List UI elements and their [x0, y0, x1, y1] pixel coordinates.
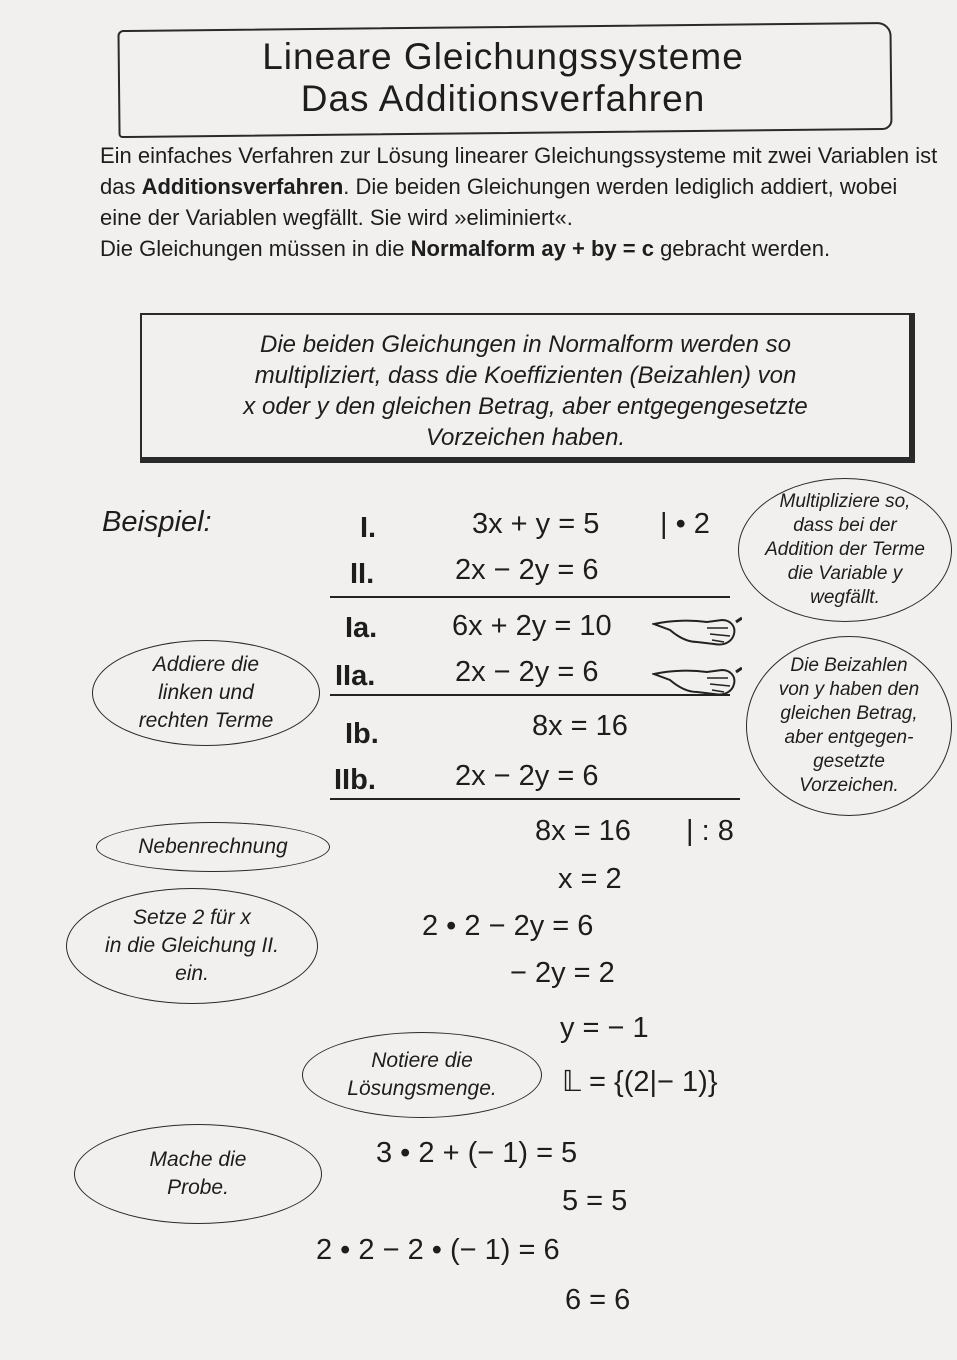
row-op-I: | • 2	[660, 508, 710, 540]
intro-paragraph-2: Die Gleichungen müssen in die Normalform ay + by = c gebracht werden.	[100, 236, 831, 261]
row-eq-II: 2x − 2y = 6	[455, 554, 599, 586]
step-minus2y: − 2y = 2	[510, 957, 615, 989]
intro-text	[100, 140, 940, 264]
check-1: 3 • 2 + (− 1) = 5	[376, 1137, 578, 1169]
row-label-IIb: IIb.	[334, 764, 376, 796]
step-x: x = 2	[558, 863, 622, 895]
pointing-hand-icon	[652, 612, 742, 652]
bubble-multiply: Multipliziere so, dass bei der Addition der Terme die Variable y wegfällt.	[738, 478, 952, 622]
sum-line-3	[330, 798, 740, 800]
row-label-Ib: Ib.	[345, 718, 379, 750]
example-heading: Beispiel:	[102, 506, 212, 538]
check-1-result: 5 = 5	[562, 1185, 628, 1217]
check-2-result: 6 = 6	[565, 1284, 631, 1316]
step-substitute: 2 • 2 − 2y = 6	[422, 910, 594, 942]
rule-box: Die beiden Gleichungen in Normalform werden so multipliziert, dass die Koeffizienten (Beizahlen) von x oder y den gleichen Betrag, aber entgegengesetzte Vorzeichen haben.	[140, 313, 915, 463]
row-label-I: I.	[360, 512, 377, 544]
row-label-IIa: IIa.	[335, 660, 376, 692]
step-y: y = − 1	[560, 1012, 649, 1044]
check-2: 2 • 2 − 2 • (− 1) = 6	[316, 1234, 560, 1266]
title-line-1: Lineare Gleichungssysteme	[262, 36, 744, 77]
step-8x-op: | : 8	[686, 815, 734, 847]
row-eq-IIb: 2x − 2y = 6	[455, 760, 599, 792]
bubble-check: Mache die Probe.	[74, 1124, 322, 1224]
row-label-II: II.	[350, 558, 375, 590]
step-8x: 8x = 16	[535, 815, 631, 847]
bubble-solution-set: Notiere die Lösungsmenge.	[302, 1032, 542, 1118]
row-eq-IIa: 2x − 2y = 6	[455, 656, 599, 688]
sum-line-1	[330, 596, 730, 598]
solution-set: 𝕃 = {(2|− 1)}	[562, 1066, 718, 1098]
bubble-substitute: Setze 2 für x in die Gleichung II. ein.	[66, 888, 318, 1004]
intro-paragraph-1: Ein einfaches Verfahren zur Lösung linearer Gleichungssysteme mit zwei Variablen ist das Additionsverfahren. Die beiden Gleichungen werden lediglich addiert, wobei eine der Variablen wegfällt. Sie wird »eliminiert«.	[100, 143, 938, 230]
row-eq-Ia: 6x + 2y = 10	[452, 610, 612, 642]
row-eq-Ib: 8x = 16	[532, 710, 628, 742]
row-label-Ia: Ia.	[345, 612, 378, 644]
title-line-2: Das Additionsverfahren	[300, 78, 706, 119]
bubble-add: Addiere die linken und rechten Terme	[92, 640, 320, 746]
row-eq-I: 3x + y = 5	[472, 508, 600, 540]
bubble-side-calculation: Nebenrechnung	[96, 822, 330, 872]
pointing-hand-icon	[652, 662, 742, 702]
bubble-coefficients: Die Beizahlen von y haben den gleichen Betrag, aber entgegen- gesetzte Vorzeichen.	[746, 636, 952, 816]
